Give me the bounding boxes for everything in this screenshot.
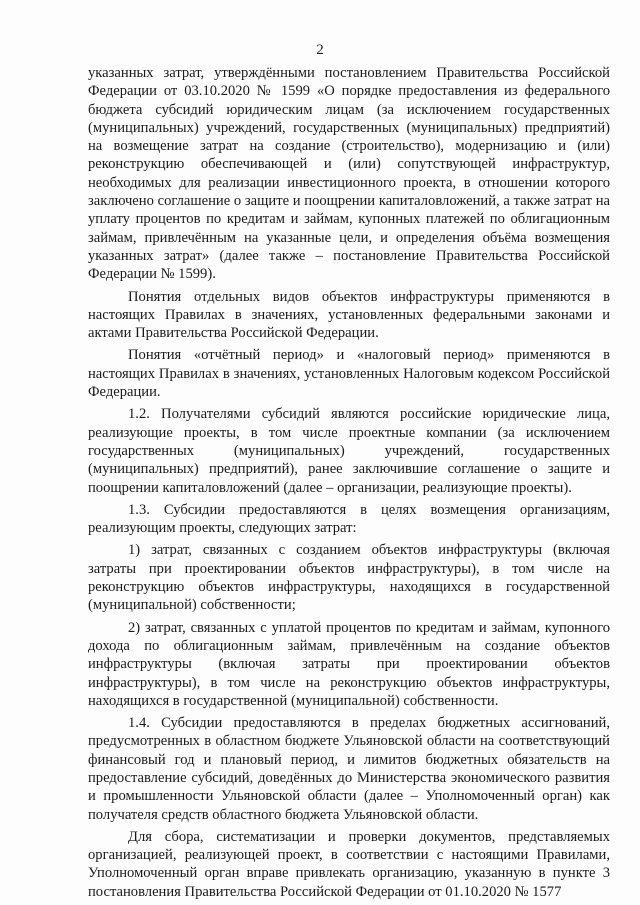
paragraph-1-3-item-2: 2) затрат, связанных с уплатой процентов по кредитам и займам, купонного дохода по облигационным займам, привлечённым на создание объектов инфраструктуры (включая затраты при проектировании объектов инфраструктуры), в том числе на реконструкцию объектов инфраструктуры, находящихся в государственной (муниципальной) собственности. <box>88 619 610 709</box>
paragraph-1-2-recipients: 1.2. Получателями субсидий являются российские юридические лица, реализующие проекты, в том числе проектные компании (за исключением государственных (муниципальных) учреждений, государственных (муниципальных) предприятий), ранее заключившие соглашение о защите и поощрении капиталовложений (далее – организации, реализующие проекты). <box>88 406 610 496</box>
paragraph-reporting-period: Понятия «отчётный период» и «налоговый период» применяются в настоящих Правилах в значениях, установленных Налоговым кодексом Российской Федерации. <box>88 347 610 401</box>
document-body <box>88 64 610 901</box>
paragraph-1-3-purpose: 1.3. Субсидии предоставляются в целях возмещения организациям, реализующим проекты, следующих затрат: <box>88 501 610 537</box>
paragraph-continuation: указанных затрат, утверждёнными постановлением Правительства Российской Федерации от 03.10.2020 № 1599 «О порядке предоставления из федерального бюджета субсидий юридическим лицам (за исключением государственных (муниципальных) учреждений, государственных (муниципальных) предприятий) на возмещение затрат на создание (строительство), модернизацию и (или) реконструкцию обеспечивающей и (или) сопутствующей инфраструктур, необходимых для реализации инвестиционного проекта, в отношении которого заключено соглашение о защите и поощрении капиталовложений, а также затрат на уплату процентов по кредитам и займам, купонных платежей по облигационным займам, привлечённым на указанные цели, и определения объёма возмещения указанных затрат» (далее также – постановление Правительства Российской Федерации № 1599). <box>88 65 610 283</box>
paragraph-document-collection: Для сбора, систематизации и проверки документов, представляемых организацией, реализующей проект, в соответствии с настоящими Правилами, Уполномоченный орган вправе привлекать организацию, указанную в пункте 3 постановления Правительства Российской Федерации от 01.10.2020 № 1577 <box>88 828 610 900</box>
page-number: 2 <box>316 42 324 58</box>
paragraph-infrastructure-concepts: Понятия отдельных видов объектов инфраструктуры применяются в настоящих Правилах в значениях, установленных федеральными законами и актами Правительства Российской Федерации. <box>88 288 610 342</box>
paragraph-1-3-item-1: 1) затрат, связанных с созданием объектов инфраструктуры (включая затраты при проектировании объектов инфраструктуры), в том числе на реконструкцию объектов инфраструктуры, находящихся в государственной (муниципальной) собственности; <box>88 542 610 614</box>
paragraph-1-4-budget: 1.4. Субсидии предоставляются в пределах бюджетных ассигнований, предусмотренных в областном бюджете Ульяновской области на соответствующий финансовый год и плановый период, и лимитов бюджетных обязательств на предоставление субсидий, доведённых до Министерства экономического развития и промышленности Ульяновской области (далее – Уполномоченный орган) как получателя средств областного бюджета Ульяновской области. <box>88 715 610 823</box>
